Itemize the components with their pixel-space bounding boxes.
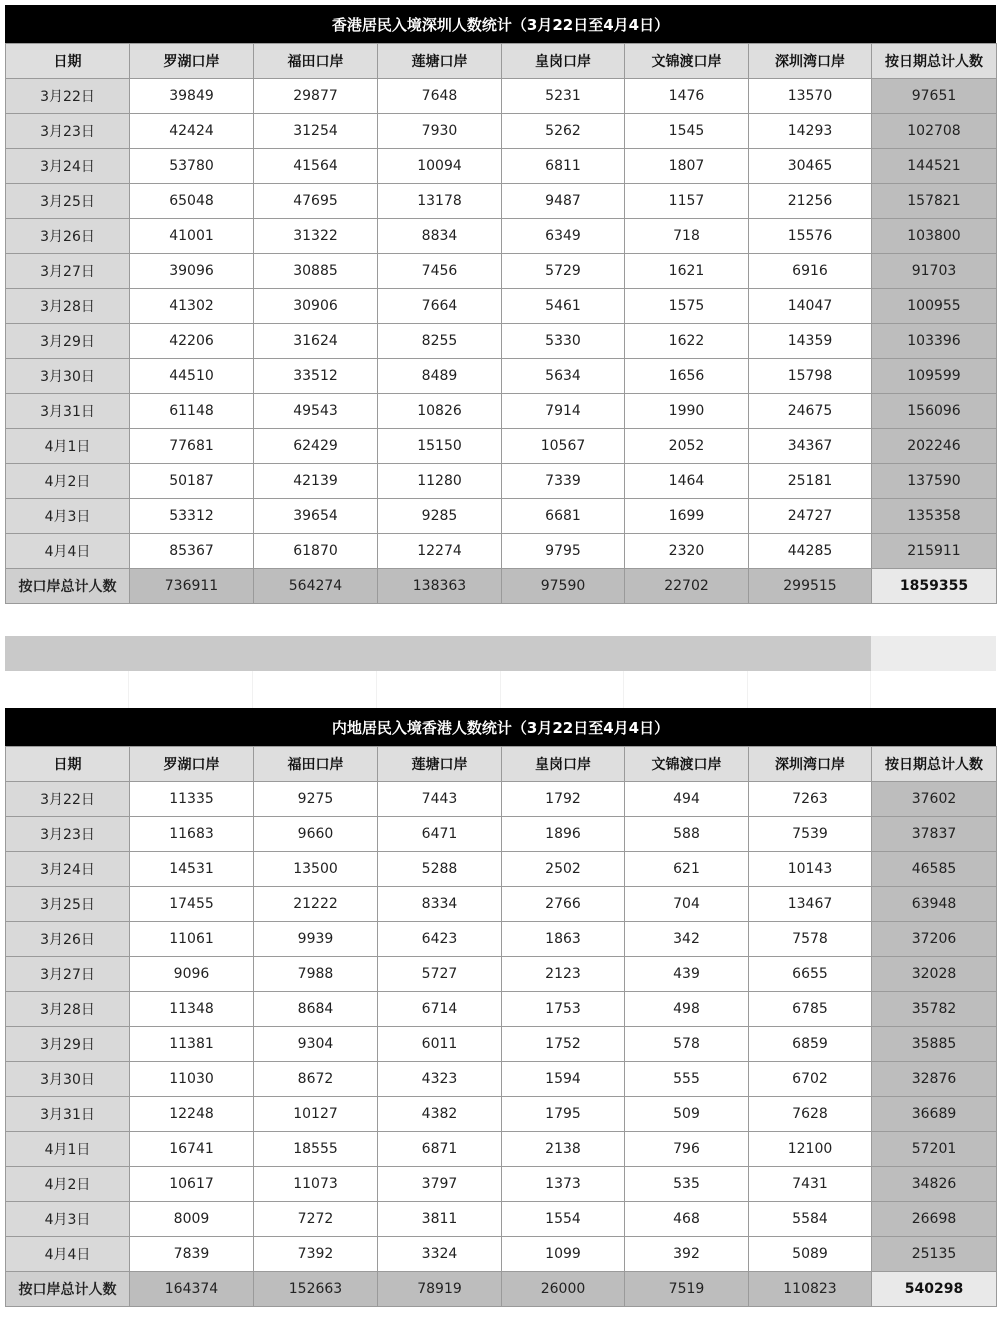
port-total-cell: 7519 xyxy=(625,1272,749,1307)
column-header: 深圳湾口岸 xyxy=(749,44,872,79)
count-cell: 1464 xyxy=(625,464,749,499)
count-cell: 39654 xyxy=(254,499,378,534)
count-cell: 3811 xyxy=(378,1202,502,1237)
count-cell: 11030 xyxy=(130,1062,254,1097)
count-cell: 5634 xyxy=(502,359,625,394)
count-cell: 39096 xyxy=(130,254,254,289)
table-title: 内地居民入境香港人数统计（3月22日至4月4日） xyxy=(5,708,996,746)
count-cell: 7648 xyxy=(378,79,502,114)
count-cell: 31322 xyxy=(254,219,378,254)
daily-total-cell: 135358 xyxy=(872,499,997,534)
count-cell: 10094 xyxy=(378,149,502,184)
count-cell: 12248 xyxy=(130,1097,254,1132)
count-cell: 13467 xyxy=(749,887,872,922)
count-cell: 1792 xyxy=(502,782,625,817)
daily-total-cell: 202246 xyxy=(872,429,997,464)
count-cell: 10617 xyxy=(130,1167,254,1202)
column-header: 深圳湾口岸 xyxy=(749,747,872,782)
count-cell: 47695 xyxy=(254,184,378,219)
count-cell: 535 xyxy=(625,1167,749,1202)
date-cell: 4月3日 xyxy=(6,1202,130,1237)
count-cell: 14359 xyxy=(749,324,872,359)
date-cell: 4月1日 xyxy=(6,429,130,464)
date-cell: 3月30日 xyxy=(6,359,130,394)
count-cell: 61148 xyxy=(130,394,254,429)
count-cell: 9275 xyxy=(254,782,378,817)
count-cell: 621 xyxy=(625,852,749,887)
date-cell: 3月27日 xyxy=(6,957,130,992)
date-cell: 3月31日 xyxy=(6,1097,130,1132)
table-row xyxy=(6,1202,997,1237)
count-cell: 11381 xyxy=(130,1027,254,1062)
count-cell: 62429 xyxy=(254,429,378,464)
date-cell: 4月3日 xyxy=(6,499,130,534)
count-cell: 65048 xyxy=(130,184,254,219)
daily-total-cell: 35885 xyxy=(872,1027,997,1062)
column-header: 文锦渡口岸 xyxy=(625,747,749,782)
column-header: 罗湖口岸 xyxy=(130,747,254,782)
daily-total-cell: 37206 xyxy=(872,922,997,957)
count-cell: 7339 xyxy=(502,464,625,499)
count-cell: 8834 xyxy=(378,219,502,254)
count-cell: 7392 xyxy=(254,1237,378,1272)
count-cell: 77681 xyxy=(130,429,254,464)
table-row xyxy=(6,887,997,922)
count-cell: 1656 xyxy=(625,359,749,394)
count-cell: 50187 xyxy=(130,464,254,499)
spacer-light xyxy=(871,636,996,671)
date-cell: 3月25日 xyxy=(6,184,130,219)
count-cell: 7914 xyxy=(502,394,625,429)
count-cell: 1594 xyxy=(502,1062,625,1097)
grand-total-cell: 1859355 xyxy=(872,569,997,604)
count-cell: 4382 xyxy=(378,1097,502,1132)
count-cell: 1554 xyxy=(502,1202,625,1237)
count-cell: 8684 xyxy=(254,992,378,1027)
table-row xyxy=(6,534,997,569)
hk-residents-table xyxy=(5,5,996,604)
date-cell: 4月4日 xyxy=(6,1237,130,1272)
count-cell: 7578 xyxy=(749,922,872,957)
count-cell: 1622 xyxy=(625,324,749,359)
spacer-grid xyxy=(5,671,996,708)
count-cell: 5727 xyxy=(378,957,502,992)
count-cell: 3324 xyxy=(378,1237,502,1272)
count-cell: 1157 xyxy=(625,184,749,219)
count-cell: 7628 xyxy=(749,1097,872,1132)
count-cell: 17455 xyxy=(130,887,254,922)
date-cell: 3月26日 xyxy=(6,219,130,254)
column-header: 文锦渡口岸 xyxy=(625,44,749,79)
count-cell: 24727 xyxy=(749,499,872,534)
daily-total-cell: 100955 xyxy=(872,289,997,324)
count-cell: 15150 xyxy=(378,429,502,464)
count-cell: 5584 xyxy=(749,1202,872,1237)
column-header: 皇岗口岸 xyxy=(502,747,625,782)
count-cell: 10567 xyxy=(502,429,625,464)
count-cell: 13178 xyxy=(378,184,502,219)
count-cell: 1896 xyxy=(502,817,625,852)
table-row xyxy=(6,1062,997,1097)
port-total-cell: 299515 xyxy=(749,569,872,604)
port-total-cell: 22702 xyxy=(625,569,749,604)
daily-total-cell: 103800 xyxy=(872,219,997,254)
daily-total-cell: 215911 xyxy=(872,534,997,569)
count-cell: 11073 xyxy=(254,1167,378,1202)
date-cell: 4月1日 xyxy=(6,1132,130,1167)
table-row xyxy=(6,149,997,184)
count-cell: 1699 xyxy=(625,499,749,534)
count-cell: 509 xyxy=(625,1097,749,1132)
count-cell: 13570 xyxy=(749,79,872,114)
port-total-row xyxy=(6,1272,997,1307)
count-cell: 7664 xyxy=(378,289,502,324)
table-row xyxy=(6,464,997,499)
count-cell: 6349 xyxy=(502,219,625,254)
count-cell: 555 xyxy=(625,1062,749,1097)
table-row xyxy=(6,1027,997,1062)
count-cell: 1545 xyxy=(625,114,749,149)
count-cell: 7988 xyxy=(254,957,378,992)
count-cell: 6423 xyxy=(378,922,502,957)
date-cell: 3月23日 xyxy=(6,817,130,852)
count-cell: 30465 xyxy=(749,149,872,184)
date-cell: 4月2日 xyxy=(6,464,130,499)
port-total-cell: 110823 xyxy=(749,1272,872,1307)
date-cell: 3月24日 xyxy=(6,852,130,887)
count-cell: 8489 xyxy=(378,359,502,394)
count-cell: 342 xyxy=(625,922,749,957)
column-header: 日期 xyxy=(6,747,130,782)
count-cell: 9660 xyxy=(254,817,378,852)
port-total-cell: 164374 xyxy=(130,1272,254,1307)
count-cell: 14047 xyxy=(749,289,872,324)
daily-total-cell: 109599 xyxy=(872,359,997,394)
table-row xyxy=(6,782,997,817)
header-row xyxy=(6,747,997,782)
count-cell: 6655 xyxy=(749,957,872,992)
table-row xyxy=(6,114,997,149)
date-cell: 3月25日 xyxy=(6,887,130,922)
count-cell: 12100 xyxy=(749,1132,872,1167)
header-row xyxy=(6,44,997,79)
daily-total-cell: 57201 xyxy=(872,1132,997,1167)
count-cell: 31624 xyxy=(254,324,378,359)
count-cell: 30885 xyxy=(254,254,378,289)
daily-total-cell: 46585 xyxy=(872,852,997,887)
count-cell: 6811 xyxy=(502,149,625,184)
table-row xyxy=(6,1132,997,1167)
count-cell: 6681 xyxy=(502,499,625,534)
column-header: 按日期总计人数 xyxy=(872,747,997,782)
count-cell: 39849 xyxy=(130,79,254,114)
date-cell: 3月30日 xyxy=(6,1062,130,1097)
port-total-cell: 736911 xyxy=(130,569,254,604)
count-cell: 6859 xyxy=(749,1027,872,1062)
date-cell: 4月4日 xyxy=(6,534,130,569)
count-cell: 1575 xyxy=(625,289,749,324)
daily-total-cell: 34826 xyxy=(872,1167,997,1202)
mainland-residents-table xyxy=(5,708,996,1307)
count-cell: 1752 xyxy=(502,1027,625,1062)
port-total-cell: 97590 xyxy=(502,569,625,604)
date-cell: 4月2日 xyxy=(6,1167,130,1202)
count-cell: 1373 xyxy=(502,1167,625,1202)
port-total-cell: 78919 xyxy=(378,1272,502,1307)
daily-total-cell: 156096 xyxy=(872,394,997,429)
count-cell: 704 xyxy=(625,887,749,922)
daily-total-cell: 32876 xyxy=(872,1062,997,1097)
date-cell: 3月28日 xyxy=(6,992,130,1027)
count-cell: 5262 xyxy=(502,114,625,149)
count-cell: 7272 xyxy=(254,1202,378,1237)
count-cell: 1099 xyxy=(502,1237,625,1272)
table-row xyxy=(6,922,997,957)
count-cell: 439 xyxy=(625,957,749,992)
table-row xyxy=(6,184,997,219)
table-row xyxy=(6,219,997,254)
table-row xyxy=(6,359,997,394)
daily-total-cell: 36689 xyxy=(872,1097,997,1132)
count-cell: 10143 xyxy=(749,852,872,887)
daily-total-cell: 91703 xyxy=(872,254,997,289)
count-cell: 588 xyxy=(625,817,749,852)
spacer-bar xyxy=(5,636,996,671)
daily-total-cell: 26698 xyxy=(872,1202,997,1237)
count-cell: 31254 xyxy=(254,114,378,149)
count-cell: 30906 xyxy=(254,289,378,324)
daily-total-cell: 97651 xyxy=(872,79,997,114)
column-header: 日期 xyxy=(6,44,130,79)
count-cell: 5461 xyxy=(502,289,625,324)
table-row xyxy=(6,254,997,289)
count-cell: 21256 xyxy=(749,184,872,219)
date-cell: 3月23日 xyxy=(6,114,130,149)
column-header: 按日期总计人数 xyxy=(872,44,997,79)
count-cell: 21222 xyxy=(254,887,378,922)
count-cell: 3797 xyxy=(378,1167,502,1202)
count-cell: 53780 xyxy=(130,149,254,184)
count-cell: 1807 xyxy=(625,149,749,184)
table-title: 香港居民入境深圳人数统计（3月22日至4月4日） xyxy=(5,5,996,43)
date-cell: 3月28日 xyxy=(6,289,130,324)
count-cell: 2502 xyxy=(502,852,625,887)
table-row xyxy=(6,79,997,114)
count-cell: 15798 xyxy=(749,359,872,394)
count-cell: 16741 xyxy=(130,1132,254,1167)
count-cell: 6916 xyxy=(749,254,872,289)
column-header: 莲塘口岸 xyxy=(378,44,502,79)
count-cell: 41564 xyxy=(254,149,378,184)
count-cell: 25181 xyxy=(749,464,872,499)
count-cell: 44510 xyxy=(130,359,254,394)
count-cell: 5729 xyxy=(502,254,625,289)
count-cell: 9487 xyxy=(502,184,625,219)
count-cell: 29877 xyxy=(254,79,378,114)
count-cell: 9795 xyxy=(502,534,625,569)
count-cell: 1753 xyxy=(502,992,625,1027)
count-cell: 5288 xyxy=(378,852,502,887)
count-cell: 494 xyxy=(625,782,749,817)
port-total-row xyxy=(6,569,997,604)
count-cell: 7263 xyxy=(749,782,872,817)
count-cell: 7443 xyxy=(378,782,502,817)
count-cell: 61870 xyxy=(254,534,378,569)
count-cell: 8672 xyxy=(254,1062,378,1097)
count-cell: 9285 xyxy=(378,499,502,534)
count-cell: 7930 xyxy=(378,114,502,149)
table-row xyxy=(6,429,997,464)
count-cell: 718 xyxy=(625,219,749,254)
count-cell: 6011 xyxy=(378,1027,502,1062)
count-cell: 11683 xyxy=(130,817,254,852)
column-header: 罗湖口岸 xyxy=(130,44,254,79)
count-cell: 14531 xyxy=(130,852,254,887)
table-row xyxy=(6,817,997,852)
count-cell: 2138 xyxy=(502,1132,625,1167)
daily-total-cell: 32028 xyxy=(872,957,997,992)
count-cell: 4323 xyxy=(378,1062,502,1097)
count-cell: 11061 xyxy=(130,922,254,957)
table-row xyxy=(6,1097,997,1132)
table-row xyxy=(6,324,997,359)
table-row xyxy=(6,1237,997,1272)
count-cell: 34367 xyxy=(749,429,872,464)
daily-total-cell: 157821 xyxy=(872,184,997,219)
date-cell: 3月22日 xyxy=(6,782,130,817)
count-cell: 1621 xyxy=(625,254,749,289)
table-row xyxy=(6,992,997,1027)
sum-label: 按口岸总计人数 xyxy=(6,1272,130,1307)
daily-total-cell: 103396 xyxy=(872,324,997,359)
count-cell: 13500 xyxy=(254,852,378,887)
count-cell: 14293 xyxy=(749,114,872,149)
daily-total-cell: 63948 xyxy=(872,887,997,922)
count-cell: 33512 xyxy=(254,359,378,394)
count-cell: 6702 xyxy=(749,1062,872,1097)
count-cell: 7431 xyxy=(749,1167,872,1202)
column-header: 福田口岸 xyxy=(254,747,378,782)
sum-label: 按口岸总计人数 xyxy=(6,569,130,604)
date-cell: 3月24日 xyxy=(6,149,130,184)
table-row xyxy=(6,957,997,992)
count-cell: 2052 xyxy=(625,429,749,464)
count-cell: 53312 xyxy=(130,499,254,534)
count-cell: 11280 xyxy=(378,464,502,499)
count-cell: 8009 xyxy=(130,1202,254,1237)
daily-total-cell: 37602 xyxy=(872,782,997,817)
daily-total-cell: 35782 xyxy=(872,992,997,1027)
port-total-cell: 26000 xyxy=(502,1272,625,1307)
daily-total-cell: 144521 xyxy=(872,149,997,184)
count-cell: 2766 xyxy=(502,887,625,922)
column-header: 福田口岸 xyxy=(254,44,378,79)
daily-total-cell: 102708 xyxy=(872,114,997,149)
date-cell: 3月31日 xyxy=(6,394,130,429)
count-cell: 498 xyxy=(625,992,749,1027)
date-cell: 3月22日 xyxy=(6,79,130,114)
count-cell: 6714 xyxy=(378,992,502,1027)
table-row xyxy=(6,289,997,324)
count-cell: 2320 xyxy=(625,534,749,569)
count-cell: 42139 xyxy=(254,464,378,499)
count-cell: 9096 xyxy=(130,957,254,992)
table-row xyxy=(6,1167,997,1202)
date-cell: 3月26日 xyxy=(6,922,130,957)
count-cell: 11335 xyxy=(130,782,254,817)
count-cell: 1795 xyxy=(502,1097,625,1132)
count-cell: 9304 xyxy=(254,1027,378,1062)
count-cell: 9939 xyxy=(254,922,378,957)
count-cell: 5231 xyxy=(502,79,625,114)
count-cell: 10826 xyxy=(378,394,502,429)
count-cell: 796 xyxy=(625,1132,749,1167)
port-total-cell: 152663 xyxy=(254,1272,378,1307)
count-cell: 12274 xyxy=(378,534,502,569)
count-cell: 42206 xyxy=(130,324,254,359)
stats-table xyxy=(5,746,997,1307)
count-cell: 85367 xyxy=(130,534,254,569)
count-cell: 1863 xyxy=(502,922,625,957)
count-cell: 41302 xyxy=(130,289,254,324)
table-row xyxy=(6,394,997,429)
table-row xyxy=(6,499,997,534)
count-cell: 6471 xyxy=(378,817,502,852)
column-header: 皇岗口岸 xyxy=(502,44,625,79)
count-cell: 1476 xyxy=(625,79,749,114)
count-cell: 8255 xyxy=(378,324,502,359)
count-cell: 42424 xyxy=(130,114,254,149)
count-cell: 18555 xyxy=(254,1132,378,1167)
count-cell: 6785 xyxy=(749,992,872,1027)
count-cell: 41001 xyxy=(130,219,254,254)
count-cell: 392 xyxy=(625,1237,749,1272)
count-cell: 11348 xyxy=(130,992,254,1027)
spacer-gray xyxy=(5,636,871,671)
count-cell: 24675 xyxy=(749,394,872,429)
date-cell: 3月29日 xyxy=(6,324,130,359)
count-cell: 468 xyxy=(625,1202,749,1237)
count-cell: 44285 xyxy=(749,534,872,569)
count-cell: 10127 xyxy=(254,1097,378,1132)
count-cell: 2123 xyxy=(502,957,625,992)
grand-total-cell: 540298 xyxy=(872,1272,997,1307)
count-cell: 49543 xyxy=(254,394,378,429)
count-cell: 15576 xyxy=(749,219,872,254)
count-cell: 7456 xyxy=(378,254,502,289)
count-cell: 578 xyxy=(625,1027,749,1062)
daily-total-cell: 25135 xyxy=(872,1237,997,1272)
port-total-cell: 564274 xyxy=(254,569,378,604)
stats-table xyxy=(5,43,997,604)
count-cell: 5089 xyxy=(749,1237,872,1272)
table-row xyxy=(6,852,997,887)
count-cell: 7539 xyxy=(749,817,872,852)
daily-total-cell: 37837 xyxy=(872,817,997,852)
port-total-cell: 138363 xyxy=(378,569,502,604)
column-header: 莲塘口岸 xyxy=(378,747,502,782)
count-cell: 6871 xyxy=(378,1132,502,1167)
count-cell: 5330 xyxy=(502,324,625,359)
date-cell: 3月27日 xyxy=(6,254,130,289)
date-cell: 3月29日 xyxy=(6,1027,130,1062)
count-cell: 7839 xyxy=(130,1237,254,1272)
count-cell: 1990 xyxy=(625,394,749,429)
daily-total-cell: 137590 xyxy=(872,464,997,499)
count-cell: 8334 xyxy=(378,887,502,922)
